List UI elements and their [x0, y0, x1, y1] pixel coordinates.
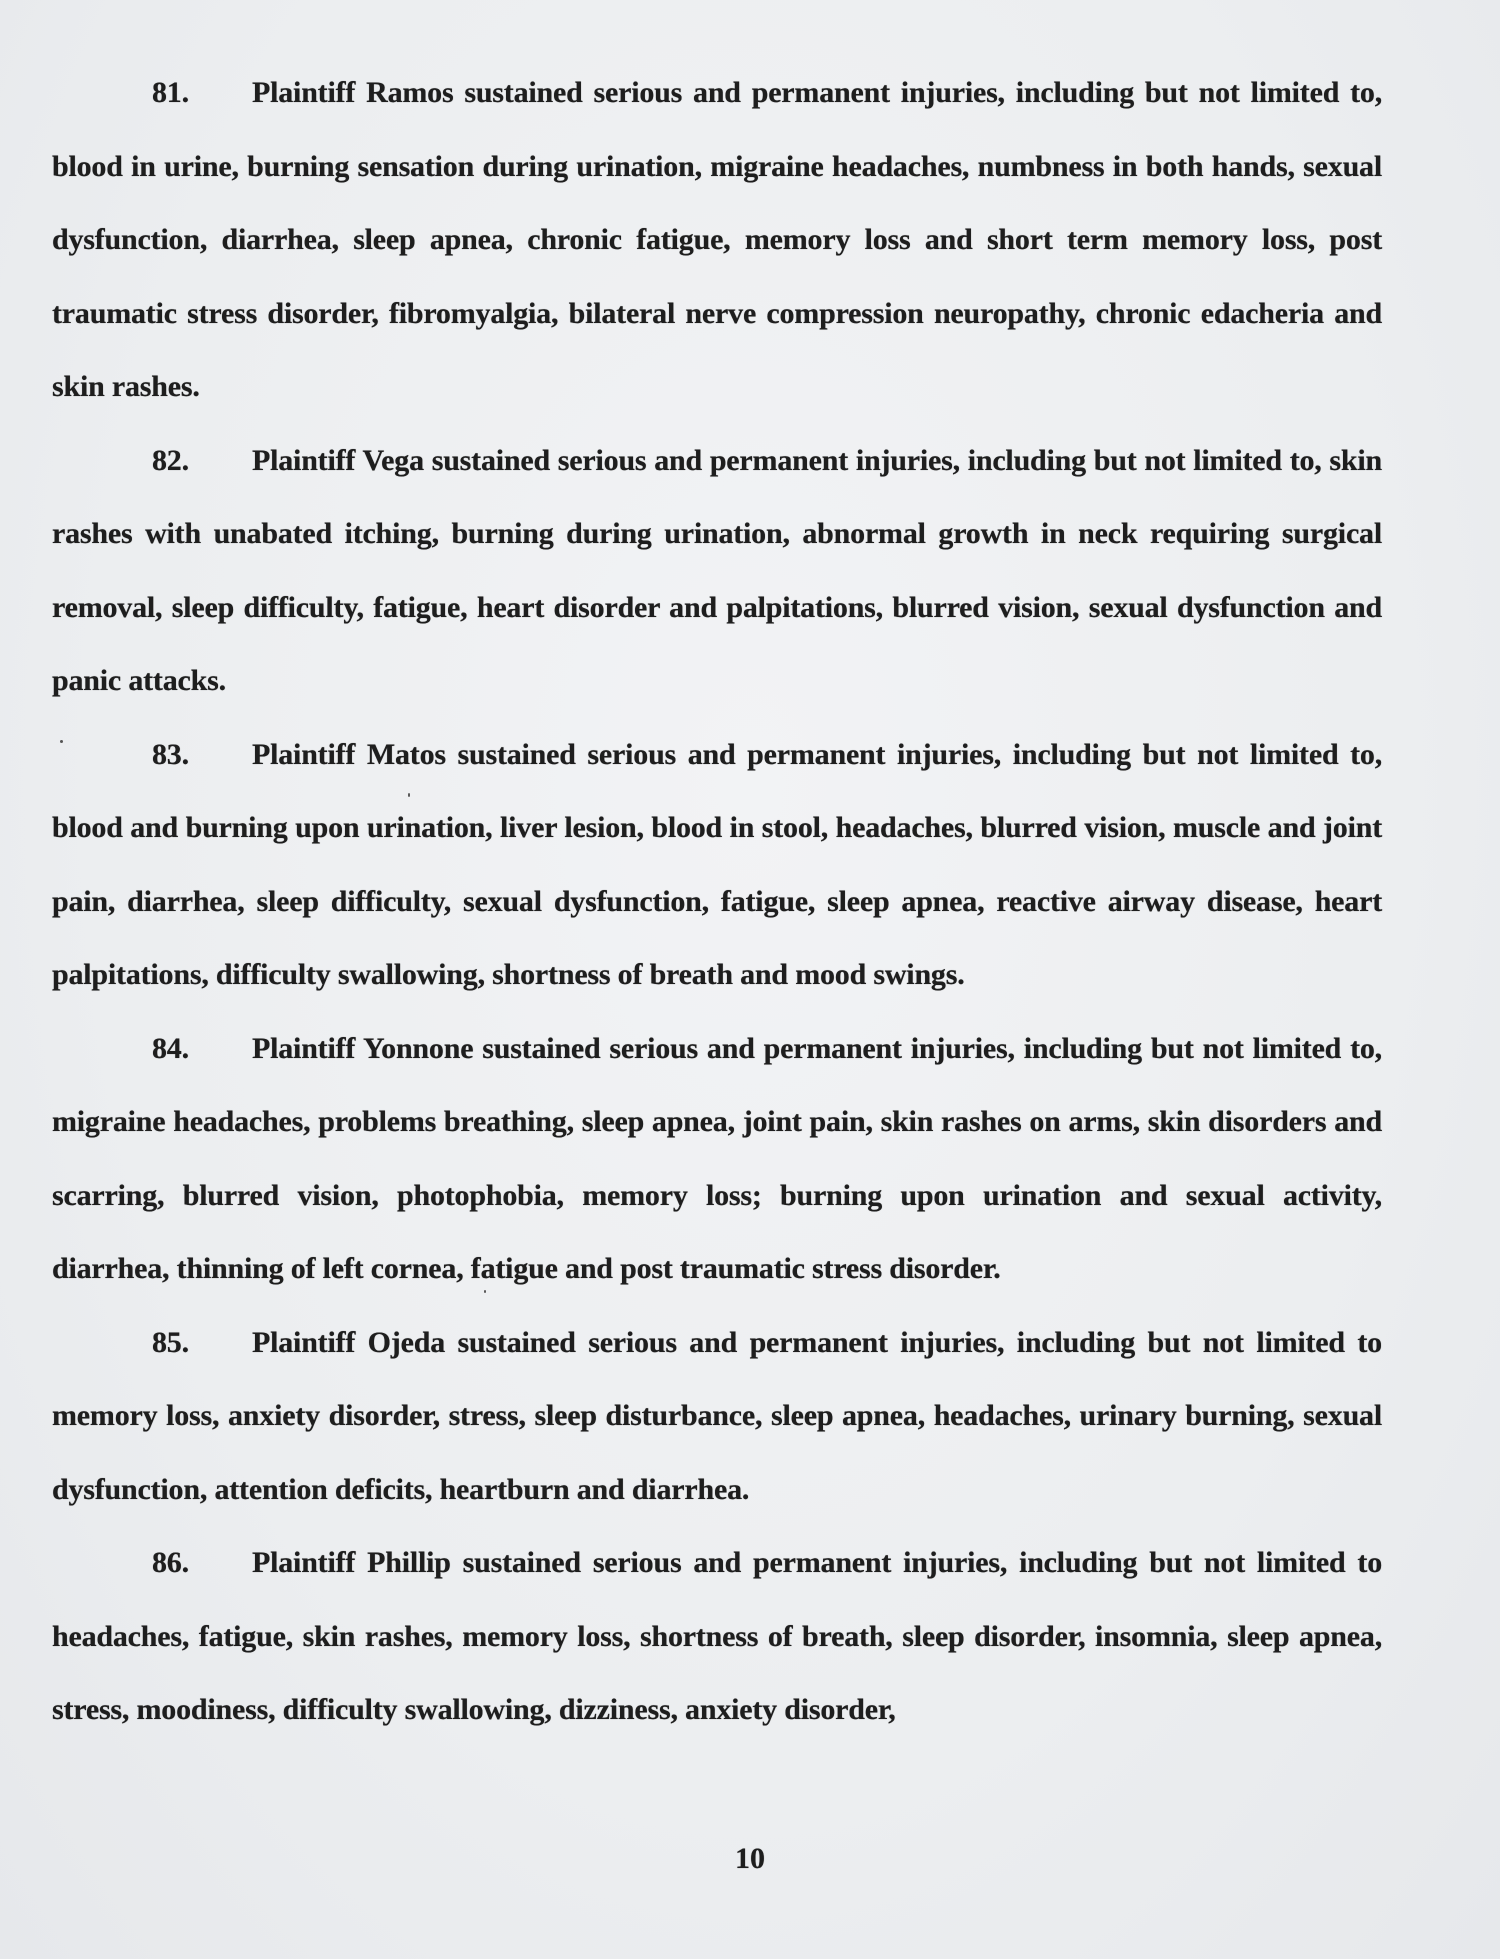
page-number: 10 [735, 1842, 765, 1875]
paragraph-83 [52, 718, 1382, 1012]
paragraph-86 [52, 1526, 1382, 1747]
paragraph-82 [52, 424, 1382, 718]
paragraph-number: 85. [152, 1325, 189, 1359]
paragraph-text: Plaintiff Ramos sustained serious and permanent injuries, including but not limited to, blood in urine, burning sensation during urination, migraine headaches, numbness in both hands, sexual dysfunction, diarrhea, sleep apnea, chronic fatigue, memory loss and short term memory loss, post traumatic stress disorder, fibromyalgia, bilateral nerve compression neuropathy, chronic edacheria and skin rashes. [52, 76, 1382, 403]
paragraph-text: Plaintiff Phillip sustained serious and permanent injuries, including but not limited to headaches, fatigue, skin rashes, memory loss, shortness of breath, sleep disorder, insomnia, sleep apnea, stress, moodiness, difficulty swallowing, dizziness, anxiety disorder, [52, 1546, 1382, 1726]
paragraph-text: Plaintiff Yonnone sustained serious and permanent injuries, including but not limited to, migraine headaches, problems breathing, sleep apnea, joint pain, skin rashes on arms, skin disorders and scarring, blurred vision, photophobia, memory loss; burning upon urination and sexual activity, diarrhea, thinning of left cornea, fatigue and post traumatic stress disorder. [52, 1031, 1382, 1285]
paragraph-number: 83. [152, 737, 189, 771]
paragraph-84 [52, 1012, 1382, 1306]
paragraph-text: Plaintiff Vega sustained serious and permanent injuries, including but not limited to, skin rashes with unabated itching, burning during urination, abnormal growth in neck requiring surgical removal, sleep difficulty, fatigue, heart disorder and palpitations, blurred vision, sexual dysfunction and panic attacks. [52, 443, 1382, 697]
paragraph-number: 84. [152, 1031, 189, 1065]
paragraph-number: 82. [152, 443, 189, 477]
scan-speck [408, 793, 410, 797]
paragraph-number: 81. [152, 76, 189, 109]
paragraph-number: 86. [152, 1546, 189, 1579]
paragraph-text: Plaintiff Ojeda sustained serious and permanent injuries, including but not limited to memory loss, anxiety disorder, stress, sleep disturbance, sleep apnea, headaches, urinary burning, sexual dysfunction, attention deficits, heartburn and diarrhea. [52, 1325, 1382, 1506]
paragraph-85 [52, 1306, 1382, 1527]
scan-speck [60, 740, 63, 743]
paragraph-text: Plaintiff Matos sustained serious and permanent injuries, including but not limited to, blood and burning upon urination, liver lesion, blood in stool, headaches, blurred vision, muscle and joint pain, diarrhea, sleep difficulty, sexual dysfunction, fatigue, sleep apnea, reactive airway disease, heart palpitations, difficulty swallowing, shortness of breath and mood swings. [52, 737, 1382, 991]
scan-speck [484, 1290, 486, 1293]
paragraph-81 [52, 56, 1382, 424]
document-body [52, 56, 1382, 1747]
